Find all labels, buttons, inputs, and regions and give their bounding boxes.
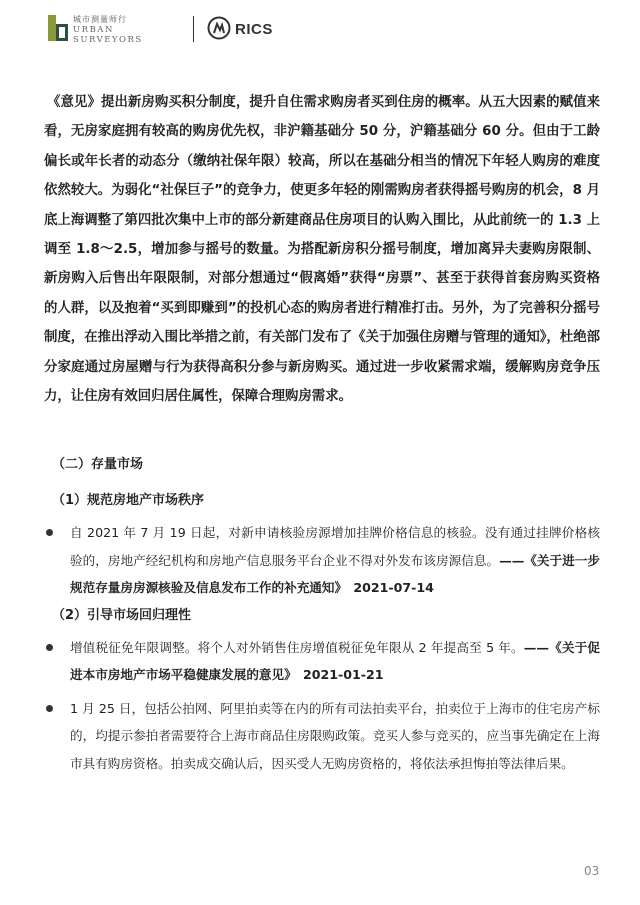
bullet-dot-icon [46, 529, 53, 536]
logo-chinese-name: 城市测量师行 [73, 15, 127, 24]
bullet-source: ——《关于促进本市房地产市场平稳健康发展的意见》 2021-01-21 [70, 639, 600, 683]
subsection-title-1: （1）规范房地产市场秩序 [52, 493, 205, 509]
section-title: （二）存量市场 [52, 457, 144, 473]
urban-surveyors-wordmark [73, 16, 143, 44]
intro-paragraph: 《意见》提出新房购买积分制度，提升自住需求购房者买到住房的概率。从五大因素的赋值来看，无房家庭拥有较高的购房优先权，非沪籍基础分 50 分，沪籍基础分 60 分。但由于工龄偏长或年长者的动态分（缴纳社保年限）较高，所以在基础分相当的情况下年轻人购房的难度依然较大。为弱化“社保巨子”的竞争力，使更多年轻的刚需购房者获得摇号购房的机会，8 月底上海调整了第四批次集中上市的部分新建商品住房项目的认购入围比，从此前统一的 1.3 上调至 1.8～2.5，增加参与摇号的数量。为搭配新房积分摇号制度，增加离异夫妻购房限制、新房购入后售出年限限制，对部分想通过“假离婚”获得“房票”、甚至于获得首套房购买资格的人群，以及抱着“买到即赚到”的投机心态的购房者进行精准打击。另外，为了完善积分摇号制度，在推出浮动入围比举措之前，有关部门发布了《关于加强住房赠与管理的通知》，杜绝部分家庭通过房屋赠与行为获得高积分参与新房购买。通过进一步收紧需求端，缓解购房竞争压力，让住房有效回归居住属性，保障合理购房需求。 [44, 95, 600, 405]
bullet-item-2 [44, 634, 600, 689]
urban-surveyors-logo-icon [47, 14, 69, 42]
bullet-dot-icon [46, 644, 53, 651]
bullet-text [70, 634, 600, 689]
rics-wordmark: RICS [235, 21, 273, 38]
bullet-item-1 [44, 519, 600, 602]
bullet-dot-icon [46, 705, 53, 712]
logo-english-line1: URBAN [73, 25, 114, 35]
bullet-body: 增值税征免年限调整。将个人对外销售住房增值税征免年限从 2 年提高至 5 年。 [70, 639, 524, 655]
page-body [44, 88, 600, 777]
subsection-title-2: （2）引导市场回归理性 [52, 607, 192, 623]
bullet-item-3 [44, 695, 600, 778]
logo-english-line2: SURVEYORS [73, 34, 143, 45]
bullet-text [70, 519, 600, 602]
page-header [47, 14, 607, 44]
header-divider [193, 16, 194, 42]
bullet-text: 1 月 25 日，包括公拍网、阿里拍卖等在内的所有司法拍卖平台，拍卖位于上海市的住宅房产标的，均提示参拍者需要符合上海市商品住房限购政策。竞买人参与竞买的，应当事先确定在上海市具有购房资格。拍卖成交确认后，因买受人无购房资格的，将依法承担悔拍等法律后果。 [70, 700, 600, 771]
page-number: 03 [584, 864, 600, 878]
rics-emblem-icon [207, 16, 231, 40]
bullet-body: 自 2021 年 7 月 19 日起，对新申请核验房源增加挂牌价格信息的核验。没有通过挂牌价格核验的，房地产经纪机构和房地产信息服务平台企业不得对外发布该房源信息。 [70, 525, 600, 568]
bullet-source: ——《关于进一步规范存量房房源核验及信息发布工作的补充通知》 2021-07-14 [70, 552, 601, 596]
